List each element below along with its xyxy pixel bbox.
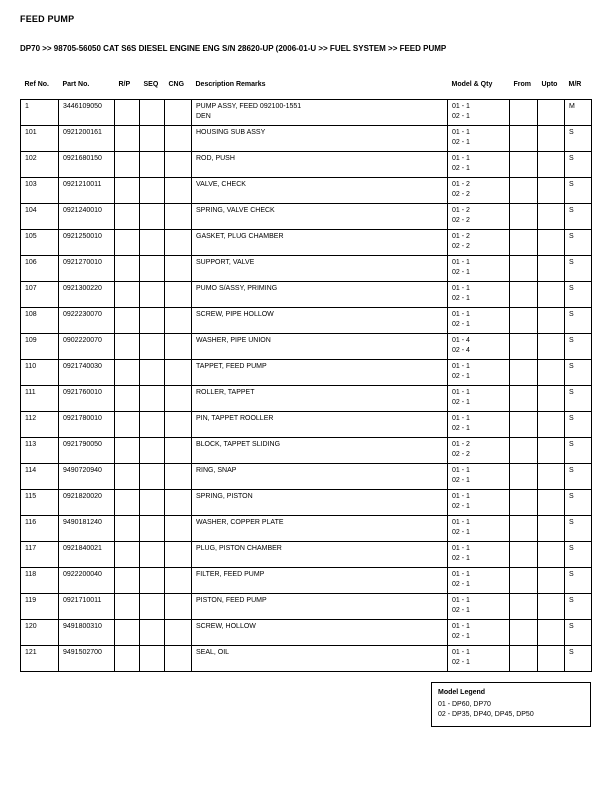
description-cell: SCREW, PIPE HOLLOW	[192, 308, 448, 334]
part-no-cell: 9490720940	[59, 464, 115, 490]
column-header-mr: M/R	[568, 81, 582, 88]
rp-cell	[115, 100, 140, 126]
rp-cell	[115, 438, 140, 464]
table-row	[21, 256, 592, 282]
cng-cell	[165, 334, 192, 360]
seq-cell	[140, 100, 165, 126]
column-header-from: From	[513, 81, 531, 88]
model-qty-cell: 01 - 1 02 - 1	[448, 542, 510, 568]
seq-cell	[140, 464, 165, 490]
upto-cell	[538, 490, 565, 516]
table-row	[21, 282, 592, 308]
cng-cell	[165, 620, 192, 646]
page-title: FEED PUMP	[20, 14, 75, 24]
from-cell	[510, 152, 538, 178]
table-row	[21, 464, 592, 490]
upto-cell	[538, 516, 565, 542]
upto-cell	[538, 308, 565, 334]
part-no-cell: 3446109050	[59, 100, 115, 126]
mr-cell: S	[565, 178, 592, 204]
mr-cell: S	[565, 464, 592, 490]
table-row	[21, 646, 592, 672]
part-no-cell: 0921740030	[59, 360, 115, 386]
mr-cell: S	[565, 386, 592, 412]
rp-cell	[115, 412, 140, 438]
rp-cell	[115, 308, 140, 334]
cng-cell	[165, 412, 192, 438]
rp-cell	[115, 568, 140, 594]
cng-cell	[165, 308, 192, 334]
model-qty-cell: 01 - 2 02 - 2	[448, 438, 510, 464]
from-cell	[510, 256, 538, 282]
model-qty-cell: 01 - 1 02 - 1	[448, 100, 510, 126]
cng-cell	[165, 464, 192, 490]
from-cell	[510, 204, 538, 230]
rp-cell	[115, 542, 140, 568]
description-cell: SPRING, VALVE CHECK	[192, 204, 448, 230]
part-no-cell: 0921240010	[59, 204, 115, 230]
table-row	[21, 152, 592, 178]
from-cell	[510, 594, 538, 620]
model-qty-cell: 01 - 2 02 - 2	[448, 178, 510, 204]
seq-cell	[140, 230, 165, 256]
cng-cell	[165, 594, 192, 620]
description-cell: RING, SNAP	[192, 464, 448, 490]
ref-no-cell: 114	[21, 464, 59, 490]
from-cell	[510, 464, 538, 490]
description-cell: PUMP ASSY, FEED 092100-1551 DEN	[192, 100, 448, 126]
from-cell	[510, 360, 538, 386]
rp-cell	[115, 152, 140, 178]
from-cell	[510, 100, 538, 126]
mr-cell: S	[565, 620, 592, 646]
description-cell: GASKET, PLUG CHAMBER	[192, 230, 448, 256]
seq-cell	[140, 282, 165, 308]
ref-no-cell: 111	[21, 386, 59, 412]
upto-cell	[538, 438, 565, 464]
model-legend-line-2: 02 - DP35, DP40, DP45, DP50	[438, 711, 534, 718]
mr-cell: S	[565, 256, 592, 282]
model-qty-cell: 01 - 1 02 - 1	[448, 256, 510, 282]
model-qty-cell: 01 - 4 02 - 4	[448, 334, 510, 360]
table-row	[21, 204, 592, 230]
part-no-cell: 0921840021	[59, 542, 115, 568]
upto-cell	[538, 646, 565, 672]
seq-cell	[140, 360, 165, 386]
seq-cell	[140, 542, 165, 568]
mr-cell: S	[565, 646, 592, 672]
mr-cell: S	[565, 542, 592, 568]
model-qty-cell: 01 - 1 02 - 1	[448, 646, 510, 672]
part-no-cell: 0921780010	[59, 412, 115, 438]
table-row	[21, 126, 592, 152]
column-header-rp: R/P	[118, 81, 131, 88]
mr-cell: S	[565, 204, 592, 230]
from-cell	[510, 308, 538, 334]
mr-cell: S	[565, 516, 592, 542]
from-cell	[510, 386, 538, 412]
rp-cell	[115, 490, 140, 516]
ref-no-cell: 107	[21, 282, 59, 308]
parts-table	[20, 81, 592, 672]
mr-cell: S	[565, 282, 592, 308]
model-qty-cell: 01 - 1 02 - 1	[448, 152, 510, 178]
rp-cell	[115, 126, 140, 152]
ref-no-cell: 121	[21, 646, 59, 672]
seq-cell	[140, 516, 165, 542]
mr-cell: S	[565, 334, 592, 360]
upto-cell	[538, 152, 565, 178]
description-cell: HOUSING SUB ASSY	[192, 126, 448, 152]
part-no-cell: 0921270010	[59, 256, 115, 282]
description-cell: ROLLER, TAPPET	[192, 386, 448, 412]
rp-cell	[115, 360, 140, 386]
upto-cell	[538, 594, 565, 620]
part-no-cell: 9490181240	[59, 516, 115, 542]
column-header-upto: Upto	[541, 81, 558, 88]
cng-cell	[165, 542, 192, 568]
ref-no-cell: 108	[21, 308, 59, 334]
table-row	[21, 412, 592, 438]
table-row	[21, 620, 592, 646]
ref-no-cell: 118	[21, 568, 59, 594]
column-header-model-qty: Model & Qty	[451, 81, 493, 88]
mr-cell: S	[565, 126, 592, 152]
cng-cell	[165, 230, 192, 256]
part-no-cell: 0921250010	[59, 230, 115, 256]
table-row	[21, 568, 592, 594]
rp-cell	[115, 516, 140, 542]
upto-cell	[538, 126, 565, 152]
cng-cell	[165, 282, 192, 308]
model-qty-cell: 01 - 1 02 - 1	[448, 412, 510, 438]
table-row	[21, 100, 592, 126]
model-qty-cell: 01 - 2 02 - 2	[448, 230, 510, 256]
model-legend-title: Model Legend	[438, 689, 486, 696]
cng-cell	[165, 152, 192, 178]
breadcrumb: DP70 >> 98705-56050 CAT S6S DIESEL ENGINE ENG S/N 28620-UP (2006-01-U >> FUEL SYSTEM >> FEED PUMP	[20, 44, 447, 53]
part-no-cell: 0921820020	[59, 490, 115, 516]
rp-cell	[115, 386, 140, 412]
mr-cell: S	[565, 308, 592, 334]
seq-cell	[140, 568, 165, 594]
seq-cell	[140, 152, 165, 178]
table-row	[21, 178, 592, 204]
model-legend-line-1: 01 - DP60, DP70	[438, 701, 491, 708]
from-cell	[510, 620, 538, 646]
model-qty-cell: 01 - 1 02 - 1	[448, 490, 510, 516]
part-no-cell: 9491800310	[59, 620, 115, 646]
table-row	[21, 386, 592, 412]
upto-cell	[538, 282, 565, 308]
model-qty-cell: 01 - 1 02 - 1	[448, 126, 510, 152]
mr-cell: S	[565, 230, 592, 256]
ref-no-cell: 115	[21, 490, 59, 516]
ref-no-cell: 110	[21, 360, 59, 386]
ref-no-cell: 1	[21, 100, 59, 126]
upto-cell	[538, 412, 565, 438]
description-cell: PUMO S/ASSY, PRIMING	[192, 282, 448, 308]
cng-cell	[165, 178, 192, 204]
cng-cell	[165, 516, 192, 542]
rp-cell	[115, 594, 140, 620]
from-cell	[510, 126, 538, 152]
description-cell: VALVE, CHECK	[192, 178, 448, 204]
cng-cell	[165, 204, 192, 230]
model-qty-cell: 01 - 1 02 - 1	[448, 516, 510, 542]
model-qty-cell: 01 - 1 02 - 1	[448, 360, 510, 386]
upto-cell	[538, 230, 565, 256]
ref-no-cell: 101	[21, 126, 59, 152]
column-header-cng: CNG	[168, 81, 185, 88]
table-row	[21, 360, 592, 386]
rp-cell	[115, 646, 140, 672]
description-cell: SPRING, PISTON	[192, 490, 448, 516]
upto-cell	[538, 386, 565, 412]
seq-cell	[140, 594, 165, 620]
upto-cell	[538, 204, 565, 230]
seq-cell	[140, 126, 165, 152]
description-cell: PLUG, PISTON CHAMBER	[192, 542, 448, 568]
description-cell: PIN, TAPPET ROOLLER	[192, 412, 448, 438]
upto-cell	[538, 256, 565, 282]
from-cell	[510, 282, 538, 308]
model-qty-cell: 01 - 1 02 - 1	[448, 620, 510, 646]
mr-cell: S	[565, 152, 592, 178]
seq-cell	[140, 646, 165, 672]
ref-no-cell: 104	[21, 204, 59, 230]
model-qty-cell: 01 - 1 02 - 1	[448, 464, 510, 490]
description-cell: SUPPORT, VALVE	[192, 256, 448, 282]
ref-no-cell: 116	[21, 516, 59, 542]
upto-cell	[538, 178, 565, 204]
column-header-ref-no: Ref No.	[24, 81, 49, 88]
part-no-cell: 0921680150	[59, 152, 115, 178]
from-cell	[510, 412, 538, 438]
header-row	[21, 81, 592, 100]
model-qty-cell: 01 - 1 02 - 1	[448, 568, 510, 594]
seq-cell	[140, 490, 165, 516]
cng-cell	[165, 646, 192, 672]
seq-cell	[140, 204, 165, 230]
seq-cell	[140, 308, 165, 334]
part-no-cell: 0921760010	[59, 386, 115, 412]
rp-cell	[115, 178, 140, 204]
ref-no-cell: 103	[21, 178, 59, 204]
ref-no-cell: 102	[21, 152, 59, 178]
cng-cell	[165, 386, 192, 412]
cng-cell	[165, 256, 192, 282]
from-cell	[510, 646, 538, 672]
rp-cell	[115, 620, 140, 646]
seq-cell	[140, 334, 165, 360]
description-cell: PISTON, FEED PUMP	[192, 594, 448, 620]
seq-cell	[140, 438, 165, 464]
seq-cell	[140, 620, 165, 646]
part-no-cell: 0922200040	[59, 568, 115, 594]
from-cell	[510, 490, 538, 516]
seq-cell	[140, 178, 165, 204]
description-cell: SCREW, HOLLOW	[192, 620, 448, 646]
model-qty-cell: 01 - 2 02 - 2	[448, 204, 510, 230]
part-no-cell: 0921790050	[59, 438, 115, 464]
model-legend	[431, 682, 591, 727]
rp-cell	[115, 464, 140, 490]
from-cell	[510, 230, 538, 256]
description-cell: SEAL, OIL	[192, 646, 448, 672]
mr-cell: S	[565, 412, 592, 438]
upto-cell	[538, 568, 565, 594]
upto-cell	[538, 464, 565, 490]
column-header-description: Description Remarks	[195, 81, 266, 88]
ref-no-cell: 106	[21, 256, 59, 282]
upto-cell	[538, 334, 565, 360]
ref-no-cell: 113	[21, 438, 59, 464]
ref-no-cell: 119	[21, 594, 59, 620]
table-row	[21, 334, 592, 360]
from-cell	[510, 438, 538, 464]
table-row	[21, 490, 592, 516]
from-cell	[510, 334, 538, 360]
ref-no-cell: 109	[21, 334, 59, 360]
cng-cell	[165, 568, 192, 594]
upto-cell	[538, 542, 565, 568]
table-row	[21, 438, 592, 464]
rp-cell	[115, 230, 140, 256]
from-cell	[510, 542, 538, 568]
upto-cell	[538, 360, 565, 386]
from-cell	[510, 516, 538, 542]
description-cell: ROD, PUSH	[192, 152, 448, 178]
mr-cell: S	[565, 490, 592, 516]
mr-cell: S	[565, 568, 592, 594]
model-qty-cell: 01 - 1 02 - 1	[448, 308, 510, 334]
description-cell: FILTER, FEED PUMP	[192, 568, 448, 594]
rp-cell	[115, 282, 140, 308]
part-no-cell: 0922230070	[59, 308, 115, 334]
cng-cell	[165, 490, 192, 516]
mr-cell: S	[565, 360, 592, 386]
cng-cell	[165, 360, 192, 386]
table-row	[21, 594, 592, 620]
table-row	[21, 542, 592, 568]
description-cell: WASHER, COPPER PLATE	[192, 516, 448, 542]
part-no-cell: 0921210011	[59, 178, 115, 204]
description-cell: WASHER, PIPE UNION	[192, 334, 448, 360]
part-no-cell: 0902220070	[59, 334, 115, 360]
part-no-cell: 0921200161	[59, 126, 115, 152]
model-qty-cell: 01 - 1 02 - 1	[448, 386, 510, 412]
table-row	[21, 516, 592, 542]
rp-cell	[115, 204, 140, 230]
column-header-part-no: Part No.	[62, 81, 90, 88]
ref-no-cell: 105	[21, 230, 59, 256]
seq-cell	[140, 256, 165, 282]
part-no-cell: 0921300220	[59, 282, 115, 308]
rp-cell	[115, 334, 140, 360]
ref-no-cell: 112	[21, 412, 59, 438]
rp-cell	[115, 256, 140, 282]
mr-cell: S	[565, 594, 592, 620]
model-qty-cell: 01 - 1 02 - 1	[448, 594, 510, 620]
seq-cell	[140, 386, 165, 412]
mr-cell: S	[565, 438, 592, 464]
cng-cell	[165, 438, 192, 464]
from-cell	[510, 568, 538, 594]
table-row	[21, 230, 592, 256]
model-qty-cell: 01 - 1 02 - 1	[448, 282, 510, 308]
parts-table-header	[21, 81, 592, 100]
seq-cell	[140, 412, 165, 438]
part-no-cell: 0921710011	[59, 594, 115, 620]
ref-no-cell: 117	[21, 542, 59, 568]
cng-cell	[165, 126, 192, 152]
part-no-cell: 9491502700	[59, 646, 115, 672]
description-cell: BLOCK, TAPPET SLIDING	[192, 438, 448, 464]
ref-no-cell: 120	[21, 620, 59, 646]
upto-cell	[538, 100, 565, 126]
description-cell: TAPPET, FEED PUMP	[192, 360, 448, 386]
mr-cell: M	[565, 100, 592, 126]
upto-cell	[538, 620, 565, 646]
from-cell	[510, 178, 538, 204]
parts-table-body	[21, 100, 592, 672]
cng-cell	[165, 100, 192, 126]
column-header-seq: SEQ	[143, 81, 159, 88]
table-row	[21, 308, 592, 334]
